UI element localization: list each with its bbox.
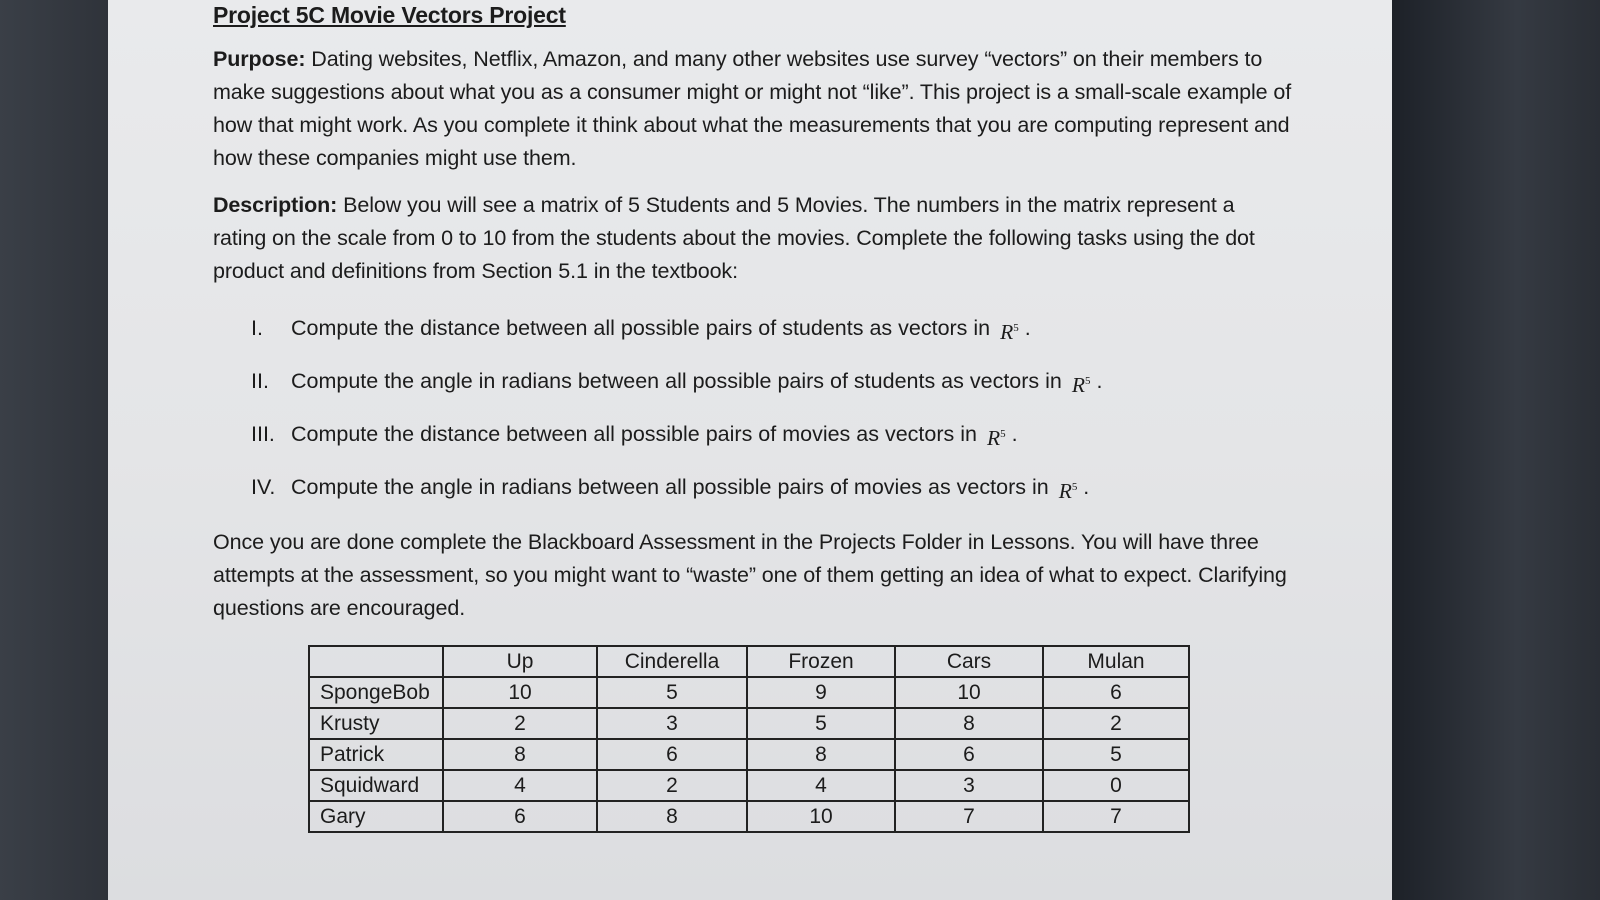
rating-cell: 5 [747, 708, 895, 739]
rating-cell: 10 [443, 677, 597, 708]
rating-cell: 4 [747, 770, 895, 801]
rating-cell: 7 [1043, 801, 1189, 832]
rating-cell: 5 [597, 677, 747, 708]
table-row [309, 708, 1189, 739]
rating-cell: 8 [443, 739, 597, 770]
vector-space-symbol: $R^5$ [986, 426, 1006, 451]
rating-cell: 8 [597, 801, 747, 832]
vector-space-symbol: $R^5$ [1000, 320, 1019, 345]
description-label: Description: [213, 193, 338, 217]
closing-paragraph: Once you are done complete the Blackboard Assessment in the Projects Folder in Lessons. You will have three attempts at the assessment, so you might want to “waste” one of them getting an idea of what to expect. Clarifying questions are encouraged. [213, 530, 1287, 620]
rating-cell: 2 [1043, 708, 1189, 739]
purpose-paragraph [213, 43, 1293, 175]
task-number: IV. [251, 475, 276, 499]
table-row [309, 739, 1189, 770]
table-row [309, 770, 1189, 801]
table-corner-cell [309, 646, 443, 677]
rating-cell: 10 [747, 801, 895, 832]
task-text: Compute the angle in radians between all possible pairs of students as vectors in [291, 369, 1062, 393]
student-name: Gary [309, 801, 443, 832]
purpose-label: Purpose: [213, 47, 306, 71]
description-paragraph [213, 189, 1293, 288]
task-text: Compute the distance between all possible pairs of students as vectors in [291, 316, 991, 340]
task-item: IV. Compute the angle in radians between all possible pairs of movies as vectors in $R^5$ . [251, 461, 1293, 514]
task-number: I. [251, 316, 263, 340]
vector-space-symbol: $R^5$ [1071, 373, 1091, 398]
rating-cell: 2 [597, 770, 747, 801]
task-number: III. [251, 422, 275, 446]
student-name: SpongeBob [309, 677, 443, 708]
task-text: Compute the distance between all possible pairs of movies as vectors in [291, 422, 977, 446]
purpose-text: Dating websites, Netflix, Amazon, and many other websites use survey “vectors” on their members to make suggestions about what you as a consumer might or might not “like”. This project is a small-scale example of how that might work. As you complete it think about what the measurements that you are computing represent and how these companies might use them. [213, 47, 1292, 170]
ratings-table [308, 645, 1190, 833]
student-name: Krusty [309, 708, 443, 739]
task-list [251, 302, 1293, 514]
table-row [309, 677, 1189, 708]
description-text: Below you will see a matrix of 5 Students and 5 Movies. The numbers in the matrix represent a rating on the scale from 0 to 10 from the students about the movies. Complete the following tasks using the dot product and definitions from Section 5.1 in the textbook: [213, 193, 1255, 283]
rating-cell: 6 [443, 801, 597, 832]
student-name: Patrick [309, 739, 443, 770]
table-row [309, 801, 1189, 832]
rating-cell: 3 [597, 708, 747, 739]
column-header: Cinderella [597, 646, 747, 677]
rating-cell: 4 [443, 770, 597, 801]
document-page [108, 0, 1392, 900]
rating-cell: 8 [747, 739, 895, 770]
rating-cell: 6 [1043, 677, 1189, 708]
task-item: I. Compute the distance between all possible pairs of students as vectors in $R^5$ . [251, 302, 1293, 355]
rating-cell: 3 [895, 770, 1043, 801]
background-right [1392, 0, 1600, 900]
column-header: Mulan [1043, 646, 1189, 677]
rating-cell: 8 [895, 708, 1043, 739]
column-header: Cars [895, 646, 1043, 677]
document-content [213, 2, 1293, 639]
rating-cell: 2 [443, 708, 597, 739]
rating-cell: 5 [1043, 739, 1189, 770]
column-header: Frozen [747, 646, 895, 677]
task-item: III. Compute the distance between all possible pairs of movies as vectors in $R^5$ . [251, 408, 1293, 461]
task-text: Compute the angle in radians between all possible pairs of movies as vectors in [291, 475, 1049, 499]
rating-cell: 9 [747, 677, 895, 708]
rating-cell: 6 [895, 739, 1043, 770]
student-name: Squidward [309, 770, 443, 801]
rating-cell: 0 [1043, 770, 1189, 801]
vector-space-symbol: $R^5$ [1058, 479, 1078, 504]
rating-cell: 7 [895, 801, 1043, 832]
background-left [0, 0, 108, 900]
rating-cell: 6 [597, 739, 747, 770]
task-number: II. [251, 369, 269, 393]
document-title: Project 5C Movie Vectors Project [213, 2, 566, 28]
column-header: Up [443, 646, 597, 677]
table-header-row [309, 646, 1189, 677]
task-item: II. Compute the angle in radians between all possible pairs of students as vectors in $R^5$ . [251, 355, 1293, 408]
rating-cell: 10 [895, 677, 1043, 708]
